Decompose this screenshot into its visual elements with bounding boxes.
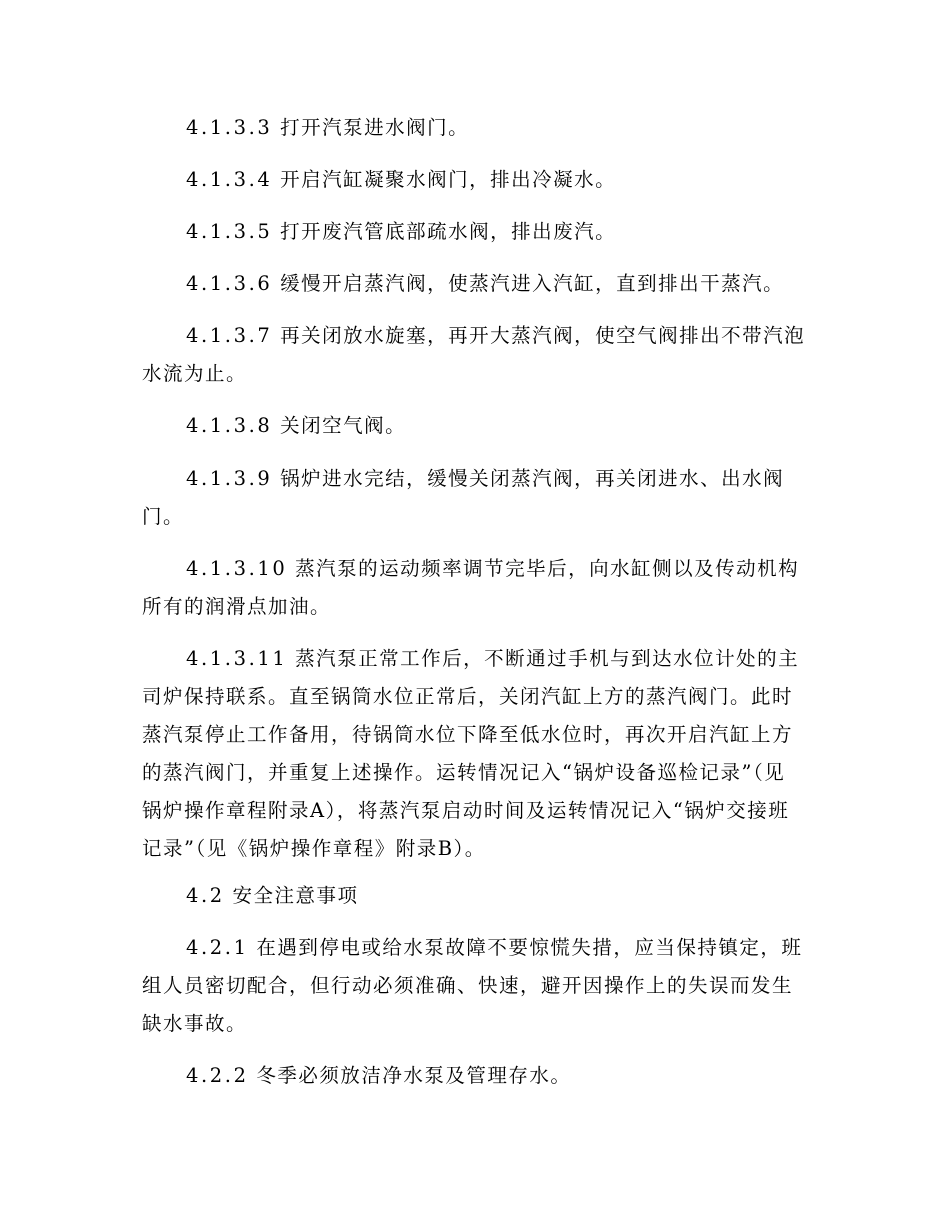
section-number: 4.1.3.7 <box>186 324 273 347</box>
section-number: 4.1.3.9 <box>186 467 273 490</box>
section-number: 4.2 <box>186 884 225 907</box>
paragraph-text: 再关闭放水旋塞，再开大蒸汽阀，使空气阀排出不带汽泡水流为止。 <box>142 324 806 385</box>
paragraph-4-2-1 <box>142 929 806 1043</box>
paragraph-4-1-3-7 <box>142 317 806 393</box>
paragraph-text: 冬季必须放洁净水泵及管理存水。 <box>256 1064 572 1087</box>
paragraph-text: 关闭空气阀。 <box>280 414 407 437</box>
paragraph-4-2-2 <box>142 1057 806 1095</box>
paragraph-4-1-3-11 <box>142 640 806 868</box>
paragraph-4-1-3-10 <box>142 550 806 626</box>
paragraph-text: 打开废汽管底部疏水阀，排出废汽。 <box>280 220 617 243</box>
paragraph-4-1-3-4 <box>142 161 806 199</box>
paragraph-text: 锅炉进水完结，缓慢关闭蒸汽阀，再关闭进水、出水阀门。 <box>142 467 785 528</box>
paragraph-4-1-3-5 <box>142 213 806 251</box>
heading-text: 安全注意事项 <box>232 884 359 907</box>
paragraph-text: 蒸汽泵正常工作后，不断通过手机与到达水位计处的主司炉保持联系。直至锅筒水位正常后，关闭汽缸上方的蒸汽阀门。此时蒸汽泵停止工作备用，待锅筒水位下降至低水位时，再次开启汽缸上方的蒸汽阀门，并重复上述操作。运转情况记入“锅炉设备巡检记录”（见锅炉操作章程附录A），将蒸汽泵启动时间及运转情况记入“锅炉交接班记录”（见《锅炉操作章程》附录B）。 <box>142 647 800 860</box>
paragraph-text: 缓慢开启蒸汽阀，使蒸汽进入汽缸，直到排出干蒸汽。 <box>280 272 785 295</box>
section-number: 4.1.3.3 <box>186 116 273 139</box>
paragraph-4-1-3-6 <box>142 265 806 303</box>
section-number: 4.1.3.10 <box>186 557 288 580</box>
paragraph-text: 打开汽泵进水阀门。 <box>280 116 470 139</box>
paragraph-text: 在遇到停电或给水泵故障不要惊慌失措，应当保持镇定，班组人员密切配合，但行动必须准确、快速，避开因操作上的失误而发生缺水事故。 <box>142 936 803 1035</box>
section-number: 4.1.3.6 <box>186 272 273 295</box>
section-number: 4.1.3.8 <box>186 414 273 437</box>
section-number: 4.1.3.4 <box>186 168 273 191</box>
paragraph-text: 开启汽缸凝聚水阀门，排出冷凝水。 <box>280 168 617 191</box>
section-number: 4.1.3.11 <box>186 647 288 670</box>
paragraph-4-1-3-3 <box>142 109 806 147</box>
section-number: 4.2.2 <box>186 1064 249 1087</box>
heading-4-2 <box>142 877 806 915</box>
paragraph-text: 蒸汽泵的运动频率调节完毕后，向水缸侧以及传动机构所有的润滑点加油。 <box>142 557 800 618</box>
section-number: 4.1.3.5 <box>186 220 273 243</box>
paragraph-4-1-3-8 <box>142 407 806 445</box>
paragraph-4-1-3-9 <box>142 460 806 536</box>
section-number: 4.2.1 <box>186 936 249 959</box>
